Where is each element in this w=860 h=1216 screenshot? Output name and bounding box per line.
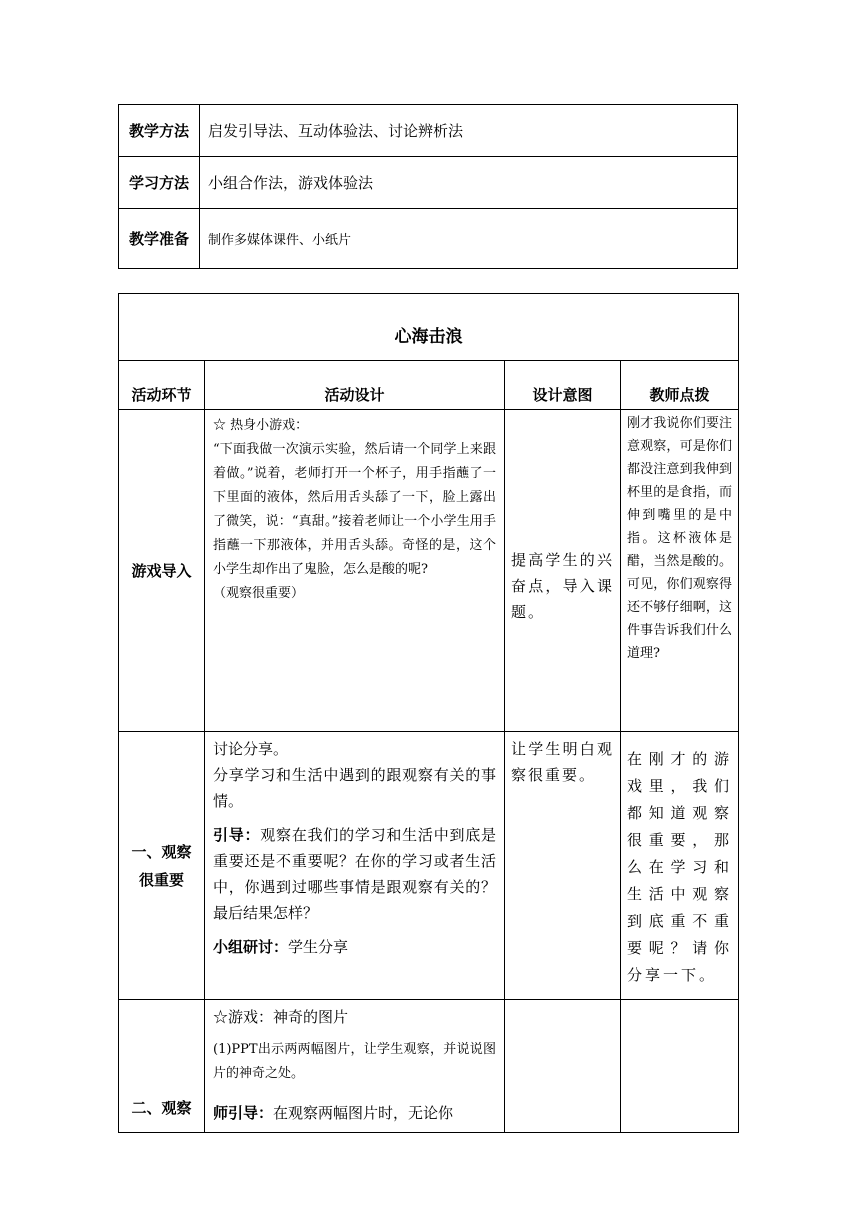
- guide-paragraph: [213, 1100, 496, 1126]
- intent-cell: 让学生明白观察很重要。: [505, 732, 621, 1000]
- guide-text: 在观察两幅图片时，无论你: [273, 1104, 454, 1122]
- section-line: 很重要: [138, 870, 184, 889]
- section-line: 一、观察: [131, 842, 192, 861]
- game-title: ☆ 热身小游戏：: [213, 418, 309, 433]
- info-value: 小组合作法，游戏体验法: [200, 157, 738, 209]
- section-cell: [119, 732, 205, 1000]
- info-row-learning-method: [119, 157, 738, 209]
- guide-label: 引导：: [213, 826, 261, 844]
- design-cell: [205, 410, 505, 732]
- tip-cell: 在刚才的游戏里，我们都知道观察很重要，那么在学习和生活中观察到底重不重要呢？请你分享一下。: [621, 732, 739, 1000]
- tip-cell: [621, 1000, 739, 1133]
- table-row: [119, 1000, 739, 1133]
- info-row-preparation: [119, 209, 738, 269]
- guide-text: 观察在我们的学习和生活中到底是重要还是不重要呢？在你的学习或者生活中，你遇到过哪些事情是跟观察有关的？最后结果怎样？: [213, 826, 496, 922]
- tip-cell: 刚才我说你们要注意观察，可是你们都没注意到我伸到杯里的是食指，而伸到嘴里的是中指。这杯液体是醋，当然是酸的。可见，你们观察得还不够仔细啊，这件事告诉我们什么道理?: [621, 410, 739, 732]
- info-label: 教学准备: [119, 209, 200, 269]
- info-row-teaching-method: [119, 105, 738, 157]
- activity-table: [118, 293, 739, 1133]
- intent-cell: 提高学生的兴奋点，导入课题。: [505, 410, 621, 732]
- design-cell: [205, 732, 505, 1000]
- step-text: (1)PPT出示两两幅图片，让学生观察，并说说图片的神奇之处。: [213, 1042, 496, 1081]
- section-cell: 游戏导入: [119, 410, 205, 732]
- header-row: [119, 361, 739, 410]
- group-label: 小组研讨：: [213, 938, 289, 956]
- table-title: 心海击浪: [119, 294, 739, 361]
- column-header: 设计意图: [505, 361, 621, 410]
- group-paragraph: [213, 934, 496, 960]
- design-line: 讨论分享。: [213, 740, 289, 758]
- note-text: （观察很重要）: [213, 586, 305, 601]
- game-title: ☆游戏：神奇的图片: [213, 1008, 349, 1026]
- story-text: “下面我做一次演示实验，然后请一个同学上来跟着做。”说着，老师打开一个杯子，用手指蘸了一下里面的液体，然后用舌头舔了一下，脸上露出了微笑，说：“真甜。”接着老师让一个小学生用手指蘸一下那液体，并用舌头舔。奇怪的是，这个小学生却作出了鬼脸，怎么是酸的呢?: [213, 442, 496, 577]
- intent-cell: [505, 1000, 621, 1133]
- group-text: 学生分享: [288, 938, 349, 956]
- column-header: 活动环节: [119, 361, 205, 410]
- info-table: [118, 104, 738, 269]
- info-label: 学习方法: [119, 157, 200, 209]
- section-cell: 二、观察: [119, 1000, 205, 1133]
- table-row: [119, 732, 739, 1000]
- design-line: 分享学习和生活中遇到的跟观察有关的事情。: [213, 766, 496, 810]
- info-label: 教学方法: [119, 105, 200, 157]
- info-value: 制作多媒体课件、小纸片: [200, 209, 738, 269]
- column-header: 活动设计: [205, 361, 505, 410]
- column-header: 教师点拨: [621, 361, 739, 410]
- design-cell: [205, 1000, 505, 1133]
- guide-label: 师引导：: [213, 1104, 274, 1122]
- table-row: [119, 410, 739, 732]
- info-value: 启发引导法、互动体验法、讨论辨析法: [200, 105, 738, 157]
- guide-paragraph: [213, 822, 496, 926]
